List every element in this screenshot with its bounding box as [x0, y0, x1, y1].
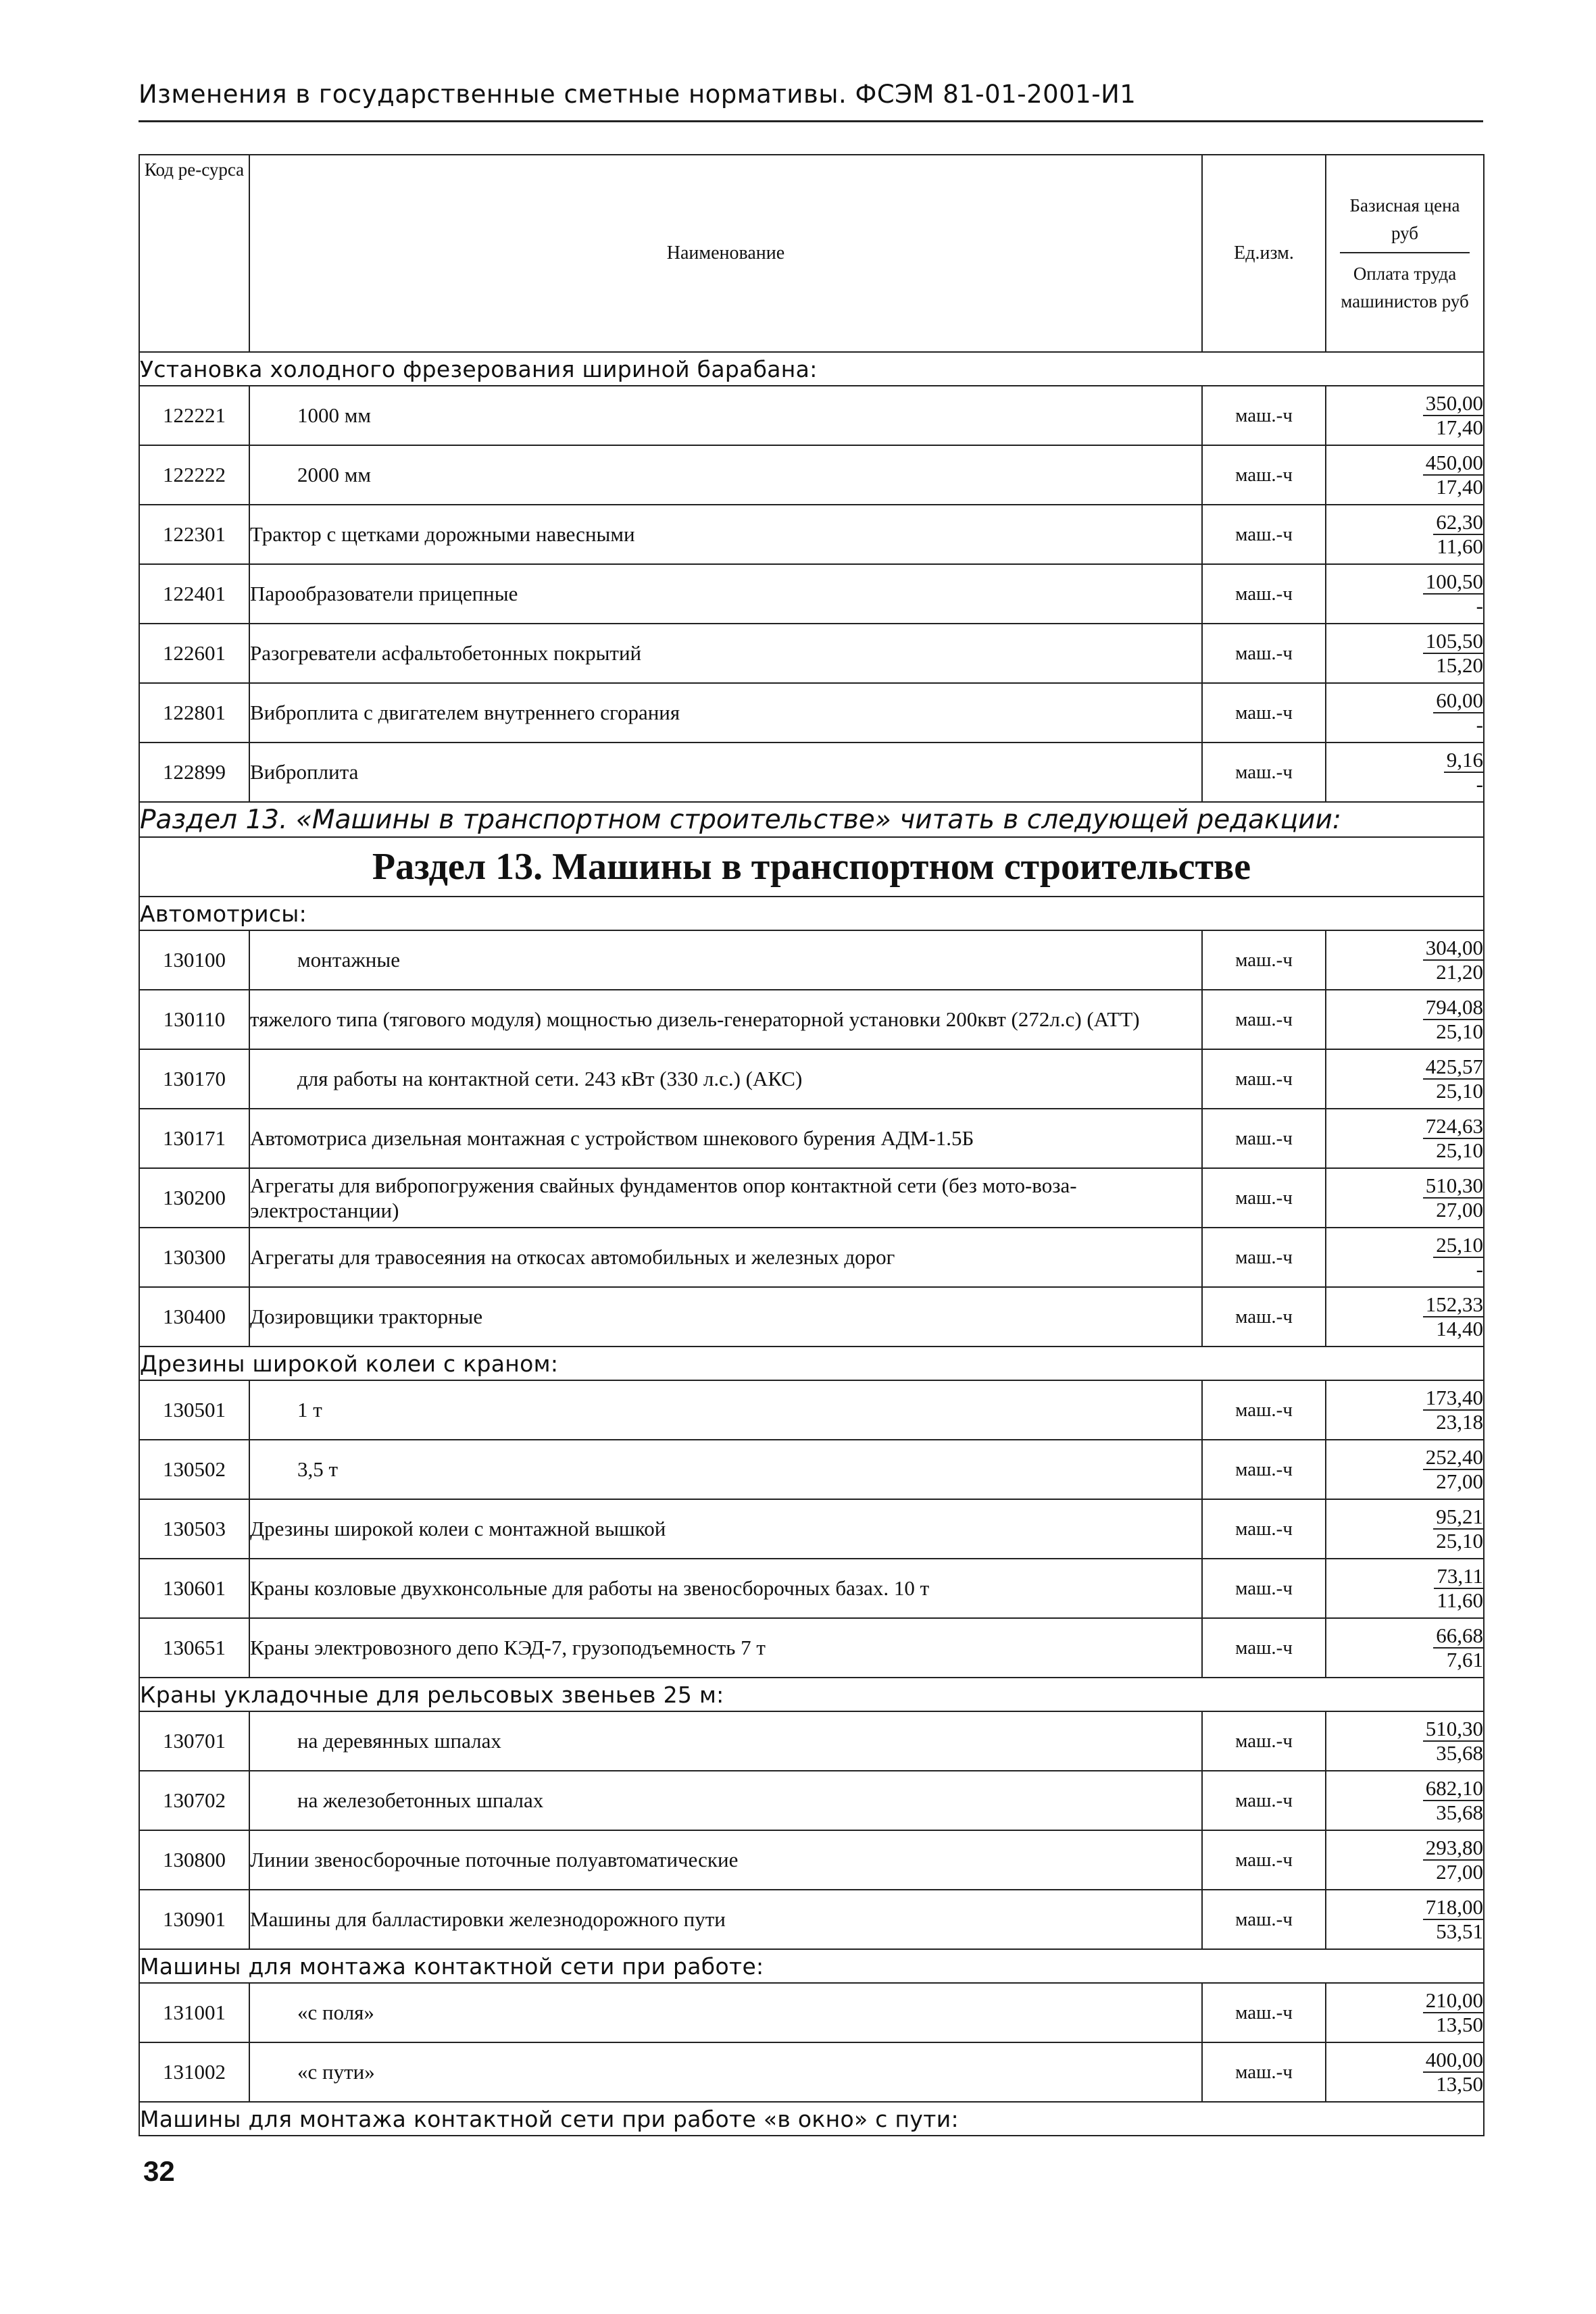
resource-code: 131001 — [139, 1983, 249, 2042]
group-heading: Дрезины широкой колеи с краном: — [139, 1347, 1484, 1380]
resource-code: 130170 — [139, 1049, 249, 1109]
group-heading-row — [139, 2102, 1484, 2136]
unit-of-measure: маш.-ч — [1202, 683, 1326, 743]
resource-code: 130110 — [139, 990, 249, 1049]
price-cell — [1326, 445, 1484, 505]
unit-of-measure: маш.-ч — [1202, 990, 1326, 1049]
resource-code: 130171 — [139, 1109, 249, 1168]
resource-code: 130601 — [139, 1559, 249, 1618]
header-price — [1326, 155, 1484, 352]
operator-wage: - — [1476, 1257, 1483, 1281]
resource-name: Виброплита — [249, 743, 1202, 802]
table-row — [139, 1499, 1484, 1559]
resource-name: Автомотриса дизельная монтажная с устройством шнекового бурения АДМ-1.5Б — [249, 1109, 1202, 1168]
base-price: 304,00 — [1423, 936, 1483, 961]
resource-name: Линии звеносборочные поточные полуавтоматические — [249, 1830, 1202, 1890]
resource-code: 130901 — [139, 1890, 249, 1949]
resource-code: 122301 — [139, 505, 249, 564]
resource-name: 2000 мм — [249, 445, 1202, 505]
table-header-row — [139, 155, 1484, 352]
unit-of-measure: маш.-ч — [1202, 2042, 1326, 2102]
header-price-labor: Оплата труда машинистов руб — [1341, 263, 1469, 311]
table-row — [139, 683, 1484, 743]
resource-name: 3,5 т — [249, 1440, 1202, 1499]
base-price: 100,50 — [1423, 570, 1483, 595]
header-unit: Ед.изм. — [1202, 155, 1326, 352]
base-price: 350,00 — [1423, 392, 1483, 416]
section-title-row — [139, 837, 1484, 897]
operator-wage: 25,10 — [1436, 1138, 1483, 1162]
table-row — [139, 564, 1484, 624]
operator-wage: 53,51 — [1436, 1919, 1483, 1943]
unit-of-measure: маш.-ч — [1202, 1711, 1326, 1771]
resource-code: 130503 — [139, 1499, 249, 1559]
group-heading: Краны укладочные для рельсовых звеньев 25 м: — [139, 1678, 1484, 1711]
table-row — [139, 1711, 1484, 1771]
price-cell — [1326, 1440, 1484, 1499]
resource-name: Краны козловые двухконсольные для работы на звеносборочных базах. 10 т — [249, 1559, 1202, 1618]
resource-code: 130651 — [139, 1618, 249, 1678]
operator-wage: 17,40 — [1436, 416, 1483, 439]
price-cell — [1326, 1049, 1484, 1109]
base-price: 400,00 — [1423, 2048, 1483, 2073]
price-cell — [1326, 1287, 1484, 1347]
group-heading-row — [139, 1678, 1484, 1711]
resource-code: 130100 — [139, 930, 249, 990]
unit-of-measure: маш.-ч — [1202, 1618, 1326, 1678]
resource-name: тяжелого типа (тягового модуля) мощностью дизель-генераторной установки 200квт (272л.с) (АТТ) — [249, 990, 1202, 1049]
operator-wage: 13,50 — [1436, 2072, 1483, 2096]
resource-name: Дрезины широкой колеи с монтажной вышкой — [249, 1499, 1202, 1559]
group-heading-row — [139, 897, 1484, 930]
operator-wage: - — [1476, 594, 1483, 618]
resource-code: 130300 — [139, 1228, 249, 1287]
section-title: Раздел 13. Машины в транспортном строительстве — [139, 837, 1484, 897]
price-cell — [1326, 1109, 1484, 1168]
resource-code: 130702 — [139, 1771, 249, 1830]
unit-of-measure: маш.-ч — [1202, 1380, 1326, 1440]
operator-wage: 25,10 — [1436, 1020, 1483, 1043]
base-price: 152,33 — [1423, 1293, 1483, 1317]
base-price: 66,68 — [1433, 1624, 1483, 1649]
price-cell — [1326, 1228, 1484, 1287]
base-price: 173,40 — [1423, 1386, 1483, 1411]
group-heading-row — [139, 352, 1484, 386]
resource-name: на железобетонных шпалах — [249, 1771, 1202, 1830]
unit-of-measure: маш.-ч — [1202, 1287, 1326, 1347]
resource-name: для работы на контактной сети. 243 кВт (330 л.с.) (АКС) — [249, 1049, 1202, 1109]
resource-name: Трактор с щетками дорожными навесными — [249, 505, 1202, 564]
unit-of-measure: маш.-ч — [1202, 1440, 1326, 1499]
resource-code: 122601 — [139, 624, 249, 683]
price-cell — [1326, 1559, 1484, 1618]
table-row — [139, 1109, 1484, 1168]
operator-wage: 7,61 — [1446, 1648, 1483, 1671]
group-heading: Установка холодного фрезерования шириной барабана: — [139, 352, 1484, 386]
table-row — [139, 1771, 1484, 1830]
resource-name: Краны электровозного депо КЭД-7, грузоподъемность 7 т — [249, 1618, 1202, 1678]
base-price: 252,40 — [1423, 1446, 1483, 1470]
table-row — [139, 1559, 1484, 1618]
table-row — [139, 505, 1484, 564]
table-row — [139, 1890, 1484, 1949]
base-price: 73,11 — [1434, 1565, 1483, 1589]
price-cell — [1326, 1830, 1484, 1890]
resource-name: 1 т — [249, 1380, 1202, 1440]
table-row — [139, 386, 1484, 445]
resource-name: Дозировщики тракторные — [249, 1287, 1202, 1347]
operator-wage: 25,10 — [1436, 1529, 1483, 1553]
table-row — [139, 1983, 1484, 2042]
unit-of-measure: маш.-ч — [1202, 930, 1326, 990]
resource-code: 122222 — [139, 445, 249, 505]
table-row — [139, 1618, 1484, 1678]
unit-of-measure: маш.-ч — [1202, 1499, 1326, 1559]
resource-name: «с поля» — [249, 1983, 1202, 2042]
price-cell — [1326, 1983, 1484, 2042]
resource-code: 122401 — [139, 564, 249, 624]
price-cell — [1326, 1380, 1484, 1440]
base-price: 62,30 — [1433, 511, 1483, 535]
header-name: Наименование — [249, 155, 1202, 352]
price-cell — [1326, 505, 1484, 564]
unit-of-measure: маш.-ч — [1202, 564, 1326, 624]
group-heading: Автомотрисы: — [139, 897, 1484, 930]
base-price: 450,00 — [1423, 451, 1483, 476]
price-cell — [1326, 1711, 1484, 1771]
resource-name: Агрегаты для вибропогружения свайных фундаментов опор контактной сети (без мото-воза-электростанции) — [249, 1168, 1202, 1228]
operator-wage: 11,60 — [1437, 1588, 1483, 1612]
amendment-note-row — [139, 802, 1484, 837]
base-price: 425,57 — [1423, 1055, 1483, 1080]
unit-of-measure: маш.-ч — [1202, 1049, 1326, 1109]
operator-wage: 35,68 — [1436, 1741, 1483, 1765]
table-row — [139, 990, 1484, 1049]
unit-of-measure: маш.-ч — [1202, 1228, 1326, 1287]
group-heading-row — [139, 1347, 1484, 1380]
base-price: 718,00 — [1423, 1896, 1483, 1920]
table-row — [139, 743, 1484, 802]
resource-name: Парообразователи прицепные — [249, 564, 1202, 624]
table-row — [139, 930, 1484, 990]
base-price: 293,80 — [1423, 1836, 1483, 1861]
resource-table — [139, 154, 1485, 2136]
base-price: 9,16 — [1444, 749, 1483, 773]
operator-wage: 23,18 — [1436, 1410, 1483, 1434]
operator-wage: - — [1476, 772, 1483, 796]
operator-wage: 14,40 — [1436, 1317, 1483, 1340]
price-cell — [1326, 2042, 1484, 2102]
unit-of-measure: маш.-ч — [1202, 1559, 1326, 1618]
resource-name: Машины для балластировки железнодорожного пути — [249, 1890, 1202, 1949]
resource-code: 130501 — [139, 1380, 249, 1440]
price-cell — [1326, 683, 1484, 743]
price-cell — [1326, 1890, 1484, 1949]
price-cell — [1326, 1499, 1484, 1559]
table-row — [139, 1380, 1484, 1440]
base-price: 210,00 — [1423, 1989, 1483, 2013]
table-row — [139, 1049, 1484, 1109]
operator-wage: 27,00 — [1436, 1860, 1483, 1884]
price-cell — [1326, 930, 1484, 990]
resource-code: 122899 — [139, 743, 249, 802]
table-row — [139, 445, 1484, 505]
unit-of-measure: маш.-ч — [1202, 1109, 1326, 1168]
price-cell — [1326, 1168, 1484, 1228]
unit-of-measure: маш.-ч — [1202, 1771, 1326, 1830]
resource-code: 130800 — [139, 1830, 249, 1890]
page-header: Изменения в государственные сметные нормативы. ФСЭМ 81-01-2001-И1 — [139, 80, 1137, 109]
table-row — [139, 1168, 1484, 1228]
page-number: 32 — [143, 2155, 175, 2187]
resource-name: 1000 мм — [249, 386, 1202, 445]
operator-wage: 17,40 — [1436, 475, 1483, 499]
unit-of-measure: маш.-ч — [1202, 624, 1326, 683]
operator-wage: 15,20 — [1436, 653, 1483, 677]
base-price: 510,30 — [1423, 1174, 1483, 1199]
unit-of-measure: маш.-ч — [1202, 445, 1326, 505]
operator-wage: 13,50 — [1436, 2013, 1483, 2036]
resource-code: 130502 — [139, 1440, 249, 1499]
base-price: 25,10 — [1433, 1234, 1483, 1258]
unit-of-measure: маш.-ч — [1202, 743, 1326, 802]
resource-name: «с пути» — [249, 2042, 1202, 2102]
price-cell — [1326, 1618, 1484, 1678]
base-price: 95,21 — [1433, 1505, 1483, 1530]
table-row — [139, 1440, 1484, 1499]
resource-name: Агрегаты для травосеяния на откосах автомобильных и железных дорог — [249, 1228, 1202, 1287]
amendment-note: Раздел 13. «Машины в транспортном строительстве» читать в следующей редакции: — [139, 802, 1484, 837]
resource-code: 130701 — [139, 1711, 249, 1771]
price-cell — [1326, 624, 1484, 683]
resource-name: Разогреватели асфальтобетонных покрытий — [249, 624, 1202, 683]
resource-code: 130400 — [139, 1287, 249, 1347]
unit-of-measure: маш.-ч — [1202, 1983, 1326, 2042]
unit-of-measure: маш.-ч — [1202, 505, 1326, 564]
operator-wage: 27,00 — [1436, 1469, 1483, 1493]
base-price: 510,30 — [1423, 1717, 1483, 1742]
base-price: 682,10 — [1423, 1777, 1483, 1801]
table-row — [139, 624, 1484, 683]
header-price-base: Базисная цена руб — [1340, 192, 1470, 253]
group-heading-row — [139, 1949, 1484, 1983]
group-heading: Машины для монтажа контактной сети при работе «в окно» с пути: — [139, 2102, 1484, 2136]
resource-code: 122221 — [139, 386, 249, 445]
price-cell — [1326, 1771, 1484, 1830]
operator-wage: - — [1476, 713, 1483, 736]
base-price: 105,50 — [1423, 630, 1483, 654]
table-body — [139, 352, 1484, 2136]
resource-name: Виброплита с двигателем внутреннего сгорания — [249, 683, 1202, 743]
table-row — [139, 1287, 1484, 1347]
resource-code: 122801 — [139, 683, 249, 743]
resource-name: на деревянных шпалах — [249, 1711, 1202, 1771]
operator-wage: 27,00 — [1436, 1198, 1483, 1222]
header-rule — [139, 120, 1483, 122]
resource-code: 131002 — [139, 2042, 249, 2102]
price-cell — [1326, 564, 1484, 624]
operator-wage: 11,60 — [1437, 534, 1483, 558]
resource-name: монтажные — [249, 930, 1202, 990]
operator-wage: 25,10 — [1436, 1079, 1483, 1103]
group-heading: Машины для монтажа контактной сети при работе: — [139, 1949, 1484, 1983]
price-cell — [1326, 743, 1484, 802]
unit-of-measure: маш.-ч — [1202, 1830, 1326, 1890]
price-cell — [1326, 386, 1484, 445]
resource-code: 130200 — [139, 1168, 249, 1228]
table-row — [139, 1830, 1484, 1890]
base-price: 794,08 — [1423, 996, 1483, 1020]
header-code: Код ре-сурса — [139, 155, 249, 352]
base-price: 60,00 — [1433, 689, 1483, 713]
base-price: 724,63 — [1423, 1115, 1483, 1139]
operator-wage: 21,20 — [1436, 960, 1483, 984]
operator-wage: 35,68 — [1436, 1801, 1483, 1824]
table-row — [139, 1228, 1484, 1287]
unit-of-measure: маш.-ч — [1202, 1168, 1326, 1228]
unit-of-measure: маш.-ч — [1202, 386, 1326, 445]
table-row — [139, 2042, 1484, 2102]
unit-of-measure: маш.-ч — [1202, 1890, 1326, 1949]
price-cell — [1326, 990, 1484, 1049]
